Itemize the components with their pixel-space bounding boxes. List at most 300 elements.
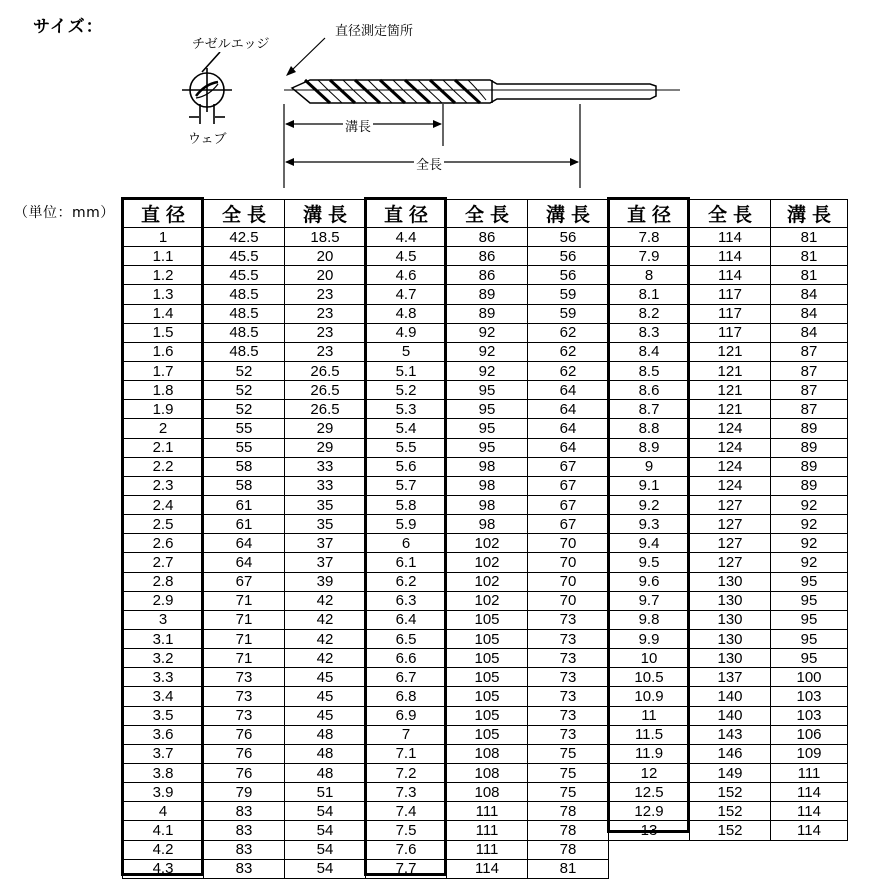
flute-length-cell-1: 26.5 [285, 381, 366, 400]
diameter-cell-3: 9.8 [609, 610, 690, 629]
total-length-cell-1: 64 [204, 534, 285, 553]
total-length-cell-3: 124 [690, 457, 771, 476]
header-diameter-1: 直径 [123, 200, 204, 228]
total-length-cell-3: 124 [690, 438, 771, 457]
table-row [123, 553, 848, 572]
flute-length-cell-2: 67 [528, 515, 609, 534]
diameter-cell-1: 1.3 [123, 285, 204, 304]
flute-length-cell-2: 64 [528, 400, 609, 419]
diameter-cell-3: 8 [609, 266, 690, 285]
table-row [123, 534, 848, 553]
diameter-cell-2: 4.6 [366, 266, 447, 285]
diameter-cell-3: 8.2 [609, 304, 690, 323]
flute-length-cell-1: 45 [285, 706, 366, 725]
diameter-cell-2: 5.4 [366, 419, 447, 438]
total-length-cell-1: 73 [204, 706, 285, 725]
total-length-cell-1: 61 [204, 515, 285, 534]
total-length-cell-1: 55 [204, 438, 285, 457]
flute-length-cell-3: 95 [771, 572, 848, 591]
diameter-cell-3: 7.8 [609, 228, 690, 247]
total-length-cell-2: 92 [447, 361, 528, 380]
total-length-cell-2: 98 [447, 495, 528, 514]
diameter-cell-2: 7.6 [366, 840, 447, 859]
flute-length-cell-1: 20 [285, 247, 366, 266]
table-row [123, 228, 848, 247]
flute-length-cell-2: 67 [528, 476, 609, 495]
diameter-cell-2: 7.4 [366, 802, 447, 821]
diameter-cell-3: 11 [609, 706, 690, 725]
diameter-cell-3: 8.6 [609, 381, 690, 400]
flute-length-cell-3: 95 [771, 610, 848, 629]
flute-length-cell-3: 92 [771, 515, 848, 534]
table-row [123, 668, 848, 687]
flute-length-cell-1: 48 [285, 744, 366, 763]
diameter-cell-3: 7.9 [609, 247, 690, 266]
total-length-cell-1: 55 [204, 419, 285, 438]
diameter-cell-1: 3.6 [123, 725, 204, 744]
total-length-cell-1: 83 [204, 840, 285, 859]
flute-length-cell-2: 75 [528, 763, 609, 782]
flute-length-cell-2: 78 [528, 840, 609, 859]
diameter-cell-2: 5.6 [366, 457, 447, 476]
flute-length-cell-3 [771, 840, 848, 859]
flute-length-cell-1: 42 [285, 629, 366, 648]
total-length-cell-2: 102 [447, 534, 528, 553]
flute-length-cell-2: 73 [528, 725, 609, 744]
table-row [123, 419, 848, 438]
total-length-cell-1: 58 [204, 476, 285, 495]
header-flute-length-3: 溝長 [771, 200, 848, 228]
total-length-cell-1: 76 [204, 725, 285, 744]
total-length-cell-1: 83 [204, 821, 285, 840]
diameter-cell-3: 8.1 [609, 285, 690, 304]
flute-length-cell-3: 81 [771, 266, 848, 285]
diameter-cell-3: 8.5 [609, 361, 690, 380]
header-total-length-3: 全長 [690, 200, 771, 228]
total-length-cell-1: 73 [204, 687, 285, 706]
flute-length-cell-1: 37 [285, 534, 366, 553]
diameter-cell-3: 10.9 [609, 687, 690, 706]
diameter-cell-3: 10.5 [609, 668, 690, 687]
total-length-cell-1: 52 [204, 400, 285, 419]
diameter-cell-3: 12 [609, 763, 690, 782]
flute-length-cell-3: 87 [771, 361, 848, 380]
total-length-cell-1: 48.5 [204, 342, 285, 361]
flute-length-cell-2: 56 [528, 266, 609, 285]
total-length-cell-1: 52 [204, 361, 285, 380]
diameter-cell-2: 4.9 [366, 323, 447, 342]
diameter-cell-1: 4.3 [123, 859, 204, 878]
total-length-cell-2: 105 [447, 649, 528, 668]
diameter-cell-1: 1.5 [123, 323, 204, 342]
flute-length-cell-3: 89 [771, 476, 848, 495]
flute-length-cell-3: 89 [771, 457, 848, 476]
flute-length-cell-1: 54 [285, 859, 366, 878]
diameter-cell-2: 7.5 [366, 821, 447, 840]
total-length-cell-2: 92 [447, 323, 528, 342]
table-row [123, 802, 848, 821]
total-length-cell-1: 52 [204, 381, 285, 400]
diameter-cell-1: 3.9 [123, 783, 204, 802]
flute-length-cell-3: 114 [771, 821, 848, 840]
total-length-cell-3: 146 [690, 744, 771, 763]
flute-length-cell-2: 70 [528, 553, 609, 572]
table-row [123, 476, 848, 495]
flute-length-cell-2: 62 [528, 323, 609, 342]
diameter-cell-1: 4.1 [123, 821, 204, 840]
total-length-cell-1: 48.5 [204, 285, 285, 304]
total-length-cell-3: 121 [690, 342, 771, 361]
unit-label: （単位：mm） [14, 205, 115, 221]
diameter-cell-2: 5.5 [366, 438, 447, 457]
table-row [123, 572, 848, 591]
flute-length-cell-3: 114 [771, 783, 848, 802]
flute-length-cell-2: 73 [528, 706, 609, 725]
total-length-cell-3: 124 [690, 419, 771, 438]
drill-side-view [284, 80, 680, 103]
diameter-cell-3 [609, 859, 690, 878]
total-length-cell-3: 140 [690, 687, 771, 706]
total-length-cell-2: 102 [447, 553, 528, 572]
header-total-length-2: 全長 [447, 200, 528, 228]
flute-length-cell-2: 59 [528, 304, 609, 323]
total-length-cell-1: 71 [204, 649, 285, 668]
total-length-cell-3: 117 [690, 285, 771, 304]
flute-length-cell-2: 64 [528, 419, 609, 438]
diameter-cell-2: 4.5 [366, 247, 447, 266]
total-length-cell-3: 127 [690, 534, 771, 553]
drill-size-table [122, 199, 848, 879]
diameter-cell-1: 3 [123, 610, 204, 629]
total-length-cell-3: 130 [690, 629, 771, 648]
diameter-cell-2: 6.4 [366, 610, 447, 629]
diameter-cell-1: 2.5 [123, 515, 204, 534]
total-length-cell-2: 92 [447, 342, 528, 361]
total-length-cell-2: 98 [447, 476, 528, 495]
diameter-cell-2: 6.3 [366, 591, 447, 610]
flute-length-cell-1: 18.5 [285, 228, 366, 247]
flute-length-cell-2: 81 [528, 859, 609, 878]
diameter-cell-3: 9.3 [609, 515, 690, 534]
diameter-cell-3: 13 [609, 821, 690, 840]
diameter-cell-2: 5.2 [366, 381, 447, 400]
flute-length-cell-1: 51 [285, 783, 366, 802]
diameter-cell-2: 6.7 [366, 668, 447, 687]
diameter-cell-3: 9.4 [609, 534, 690, 553]
total-length-cell-1: 42.5 [204, 228, 285, 247]
total-length-cell-1: 64 [204, 553, 285, 572]
diameter-cell-1: 2.3 [123, 476, 204, 495]
flute-length-cell-2: 73 [528, 649, 609, 668]
diameter-cell-2: 5.7 [366, 476, 447, 495]
total-length-cell-2: 105 [447, 610, 528, 629]
table-row [123, 610, 848, 629]
flute-length-cell-1: 54 [285, 840, 366, 859]
table-row [123, 629, 848, 648]
table-row [123, 725, 848, 744]
total-length-cell-3: 114 [690, 266, 771, 285]
total-length-cell-3: 124 [690, 476, 771, 495]
total-length-cell-2: 108 [447, 763, 528, 782]
diameter-cell-1: 3.5 [123, 706, 204, 725]
diameter-cell-2: 4.8 [366, 304, 447, 323]
total-length-cell-2: 89 [447, 285, 528, 304]
flute-length-cell-1: 42 [285, 610, 366, 629]
diameter-cell-1: 3.8 [123, 763, 204, 782]
table-row [123, 457, 848, 476]
diameter-cell-2: 4.4 [366, 228, 447, 247]
flute-length-cell-3: 81 [771, 228, 848, 247]
flute-length-cell-1: 48 [285, 763, 366, 782]
flute-length-cell-1: 42 [285, 591, 366, 610]
diameter-cell-3: 8.3 [609, 323, 690, 342]
diameter-cell-2: 7.1 [366, 744, 447, 763]
diameter-cell-3: 8.4 [609, 342, 690, 361]
diameter-cell-3: 9 [609, 457, 690, 476]
diameter-cell-3: 9.6 [609, 572, 690, 591]
flute-length-cell-1: 54 [285, 821, 366, 840]
diameter-cell-3: 9.7 [609, 591, 690, 610]
table-row [123, 381, 848, 400]
total-length-cell-2: 105 [447, 629, 528, 648]
diameter-cell-2: 6.2 [366, 572, 447, 591]
total-length-cell-2: 105 [447, 706, 528, 725]
total-length-cell-1: 67 [204, 572, 285, 591]
total-length-cell-1: 48.5 [204, 323, 285, 342]
diameter-cell-3: 11.5 [609, 725, 690, 744]
diameter-cell-2: 5.9 [366, 515, 447, 534]
diameter-cell-1: 1.8 [123, 381, 204, 400]
diameter-cell-1: 2.9 [123, 591, 204, 610]
diameter-cell-2: 5.8 [366, 495, 447, 514]
total-length-cell-1: 83 [204, 859, 285, 878]
diameter-cell-1: 1.2 [123, 266, 204, 285]
flute-length-cell-2: 70 [528, 591, 609, 610]
flute-length-cell-2: 73 [528, 668, 609, 687]
flute-length-label: 溝長 [343, 116, 373, 135]
flute-length-cell-3: 109 [771, 744, 848, 763]
diameter-cell-2: 5.3 [366, 400, 447, 419]
measure-point-label: 直径測定箇所 [333, 20, 415, 39]
total-length-cell-1: 48.5 [204, 304, 285, 323]
diameter-cell-2: 6.8 [366, 687, 447, 706]
total-length-cell-3: 117 [690, 304, 771, 323]
flute-length-cell-3: 84 [771, 323, 848, 342]
flute-length-cell-3: 84 [771, 304, 848, 323]
table-row [123, 247, 848, 266]
flute-length-cell-3: 89 [771, 438, 848, 457]
total-length-label: 全長 [414, 154, 444, 173]
diameter-cell-1: 3.4 [123, 687, 204, 706]
diameter-cell-1: 1.6 [123, 342, 204, 361]
table-row [123, 515, 848, 534]
table-row [123, 285, 848, 304]
web-label: ウェブ [188, 132, 227, 147]
table-row [123, 361, 848, 380]
diameter-cell-2: 6.9 [366, 706, 447, 725]
flute-length-cell-1: 23 [285, 285, 366, 304]
diameter-cell-1: 1.4 [123, 304, 204, 323]
flute-length-cell-3: 87 [771, 342, 848, 361]
total-length-cell-3: 114 [690, 247, 771, 266]
total-length-cell-2: 95 [447, 381, 528, 400]
total-length-cell-2: 102 [447, 591, 528, 610]
total-length-cell-2: 95 [447, 438, 528, 457]
total-length-cell-2: 105 [447, 725, 528, 744]
flute-length-cell-2: 67 [528, 495, 609, 514]
total-length-cell-3: 127 [690, 495, 771, 514]
flute-length-cell-2: 67 [528, 457, 609, 476]
flute-length-cell-1: 23 [285, 342, 366, 361]
drill-end-view [182, 52, 232, 124]
table-row [123, 687, 848, 706]
flute-length-cell-2: 75 [528, 744, 609, 763]
total-length-cell-3: 121 [690, 400, 771, 419]
diameter-cell-3: 8.9 [609, 438, 690, 457]
flute-length-cell-2: 78 [528, 802, 609, 821]
flute-length-cell-1: 35 [285, 495, 366, 514]
flute-length-cell-1: 45 [285, 668, 366, 687]
total-length-cell-3: 152 [690, 783, 771, 802]
table-row [123, 591, 848, 610]
total-length-cell-3 [690, 859, 771, 878]
total-length-cell-2: 95 [447, 400, 528, 419]
flute-length-cell-2: 70 [528, 572, 609, 591]
total-length-cell-2: 114 [447, 859, 528, 878]
flute-length-cell-3: 95 [771, 629, 848, 648]
diameter-cell-2: 6.5 [366, 629, 447, 648]
total-length-cell-2: 105 [447, 687, 528, 706]
flute-length-cell-2: 73 [528, 610, 609, 629]
diameter-cell-2: 6.6 [366, 649, 447, 668]
flute-length-cell-3: 95 [771, 649, 848, 668]
flute-length-cell-2: 70 [528, 534, 609, 553]
flute-length-cell-3: 92 [771, 495, 848, 514]
diameter-cell-1: 2.7 [123, 553, 204, 572]
diameter-cell-2: 5.1 [366, 361, 447, 380]
flute-length-cell-1: 26.5 [285, 400, 366, 419]
total-length-cell-3: 117 [690, 323, 771, 342]
flute-length-cell-1: 45 [285, 687, 366, 706]
diameter-cell-1: 2.4 [123, 495, 204, 514]
diameter-cell-1: 1.7 [123, 361, 204, 380]
diameter-cell-1: 2 [123, 419, 204, 438]
total-length-cell-3: 137 [690, 668, 771, 687]
table-row [123, 400, 848, 419]
flute-length-cell-3: 111 [771, 763, 848, 782]
total-length-cell-1: 73 [204, 668, 285, 687]
flute-length-cell-3: 100 [771, 668, 848, 687]
total-length-cell-3: 140 [690, 706, 771, 725]
diameter-cell-1: 2.2 [123, 457, 204, 476]
total-length-cell-2: 108 [447, 744, 528, 763]
diameter-cell-2: 6.1 [366, 553, 447, 572]
diameter-cell-3: 12.9 [609, 802, 690, 821]
diameter-cell-2: 7.2 [366, 763, 447, 782]
flute-length-cell-2: 56 [528, 228, 609, 247]
flute-length-cell-3: 92 [771, 553, 848, 572]
diameter-cell-3: 9.5 [609, 553, 690, 572]
diameter-cell-1: 3.1 [123, 629, 204, 648]
total-length-cell-3: 130 [690, 572, 771, 591]
flute-length-cell-2: 59 [528, 285, 609, 304]
table-row [123, 342, 848, 361]
flute-length-cell-1: 39 [285, 572, 366, 591]
diameter-cell-1: 1.9 [123, 400, 204, 419]
flute-length-cell-2: 64 [528, 438, 609, 457]
flute-length-cell-2: 56 [528, 247, 609, 266]
total-length-cell-1: 76 [204, 744, 285, 763]
diameter-cell-1: 4 [123, 802, 204, 821]
diameter-cell-1: 4.2 [123, 840, 204, 859]
total-length-cell-2: 111 [447, 821, 528, 840]
diameter-cell-3: 9.1 [609, 476, 690, 495]
total-length-cell-3: 127 [690, 515, 771, 534]
flute-length-cell-2: 78 [528, 821, 609, 840]
diameter-cell-1: 3.2 [123, 649, 204, 668]
flute-length-cell-2: 62 [528, 361, 609, 380]
total-length-cell-2: 108 [447, 783, 528, 802]
diameter-cell-3: 8.7 [609, 400, 690, 419]
flute-length-cell-1: 23 [285, 323, 366, 342]
table-row [123, 495, 848, 514]
flute-length-cell-1: 33 [285, 457, 366, 476]
flute-length-cell-3: 114 [771, 802, 848, 821]
flute-length-cell-3: 87 [771, 400, 848, 419]
table-row [123, 859, 848, 878]
total-length-cell-2: 89 [447, 304, 528, 323]
flute-length-cell-1: 23 [285, 304, 366, 323]
diameter-cell-2: 4.7 [366, 285, 447, 304]
table-row [123, 744, 848, 763]
total-length-cell-1: 45.5 [204, 247, 285, 266]
total-length-cell-1: 83 [204, 802, 285, 821]
header-diameter-3: 直径 [609, 200, 690, 228]
diameter-cell-3: 11.9 [609, 744, 690, 763]
total-length-cell-3: 152 [690, 821, 771, 840]
flute-length-cell-1: 33 [285, 476, 366, 495]
total-length-cell-3: 149 [690, 763, 771, 782]
diameter-cell-2: 6 [366, 534, 447, 553]
total-length-cell-1: 58 [204, 457, 285, 476]
total-length-cell-2: 111 [447, 840, 528, 859]
table-row [123, 706, 848, 725]
flute-length-cell-3: 106 [771, 725, 848, 744]
total-length-cell-2: 86 [447, 247, 528, 266]
flute-length-cell-1: 54 [285, 802, 366, 821]
table-header-row [123, 200, 848, 228]
flute-length-cell-3: 87 [771, 381, 848, 400]
diameter-cell-3: 12.5 [609, 783, 690, 802]
total-length-cell-2: 95 [447, 419, 528, 438]
diameter-cell-2: 7.3 [366, 783, 447, 802]
flute-length-cell-3: 103 [771, 687, 848, 706]
total-length-cell-3 [690, 840, 771, 859]
total-length-cell-2: 102 [447, 572, 528, 591]
diameter-cell-1: 1 [123, 228, 204, 247]
total-length-cell-3: 121 [690, 381, 771, 400]
table-row [123, 821, 848, 840]
flute-length-cell-2: 64 [528, 381, 609, 400]
diameter-cell-1: 2.8 [123, 572, 204, 591]
total-length-cell-2: 111 [447, 802, 528, 821]
table-row [123, 323, 848, 342]
total-length-cell-1: 79 [204, 783, 285, 802]
total-length-cell-2: 105 [447, 668, 528, 687]
diameter-cell-3 [609, 840, 690, 859]
flute-length-cell-3: 84 [771, 285, 848, 304]
flute-length-cell-3: 103 [771, 706, 848, 725]
